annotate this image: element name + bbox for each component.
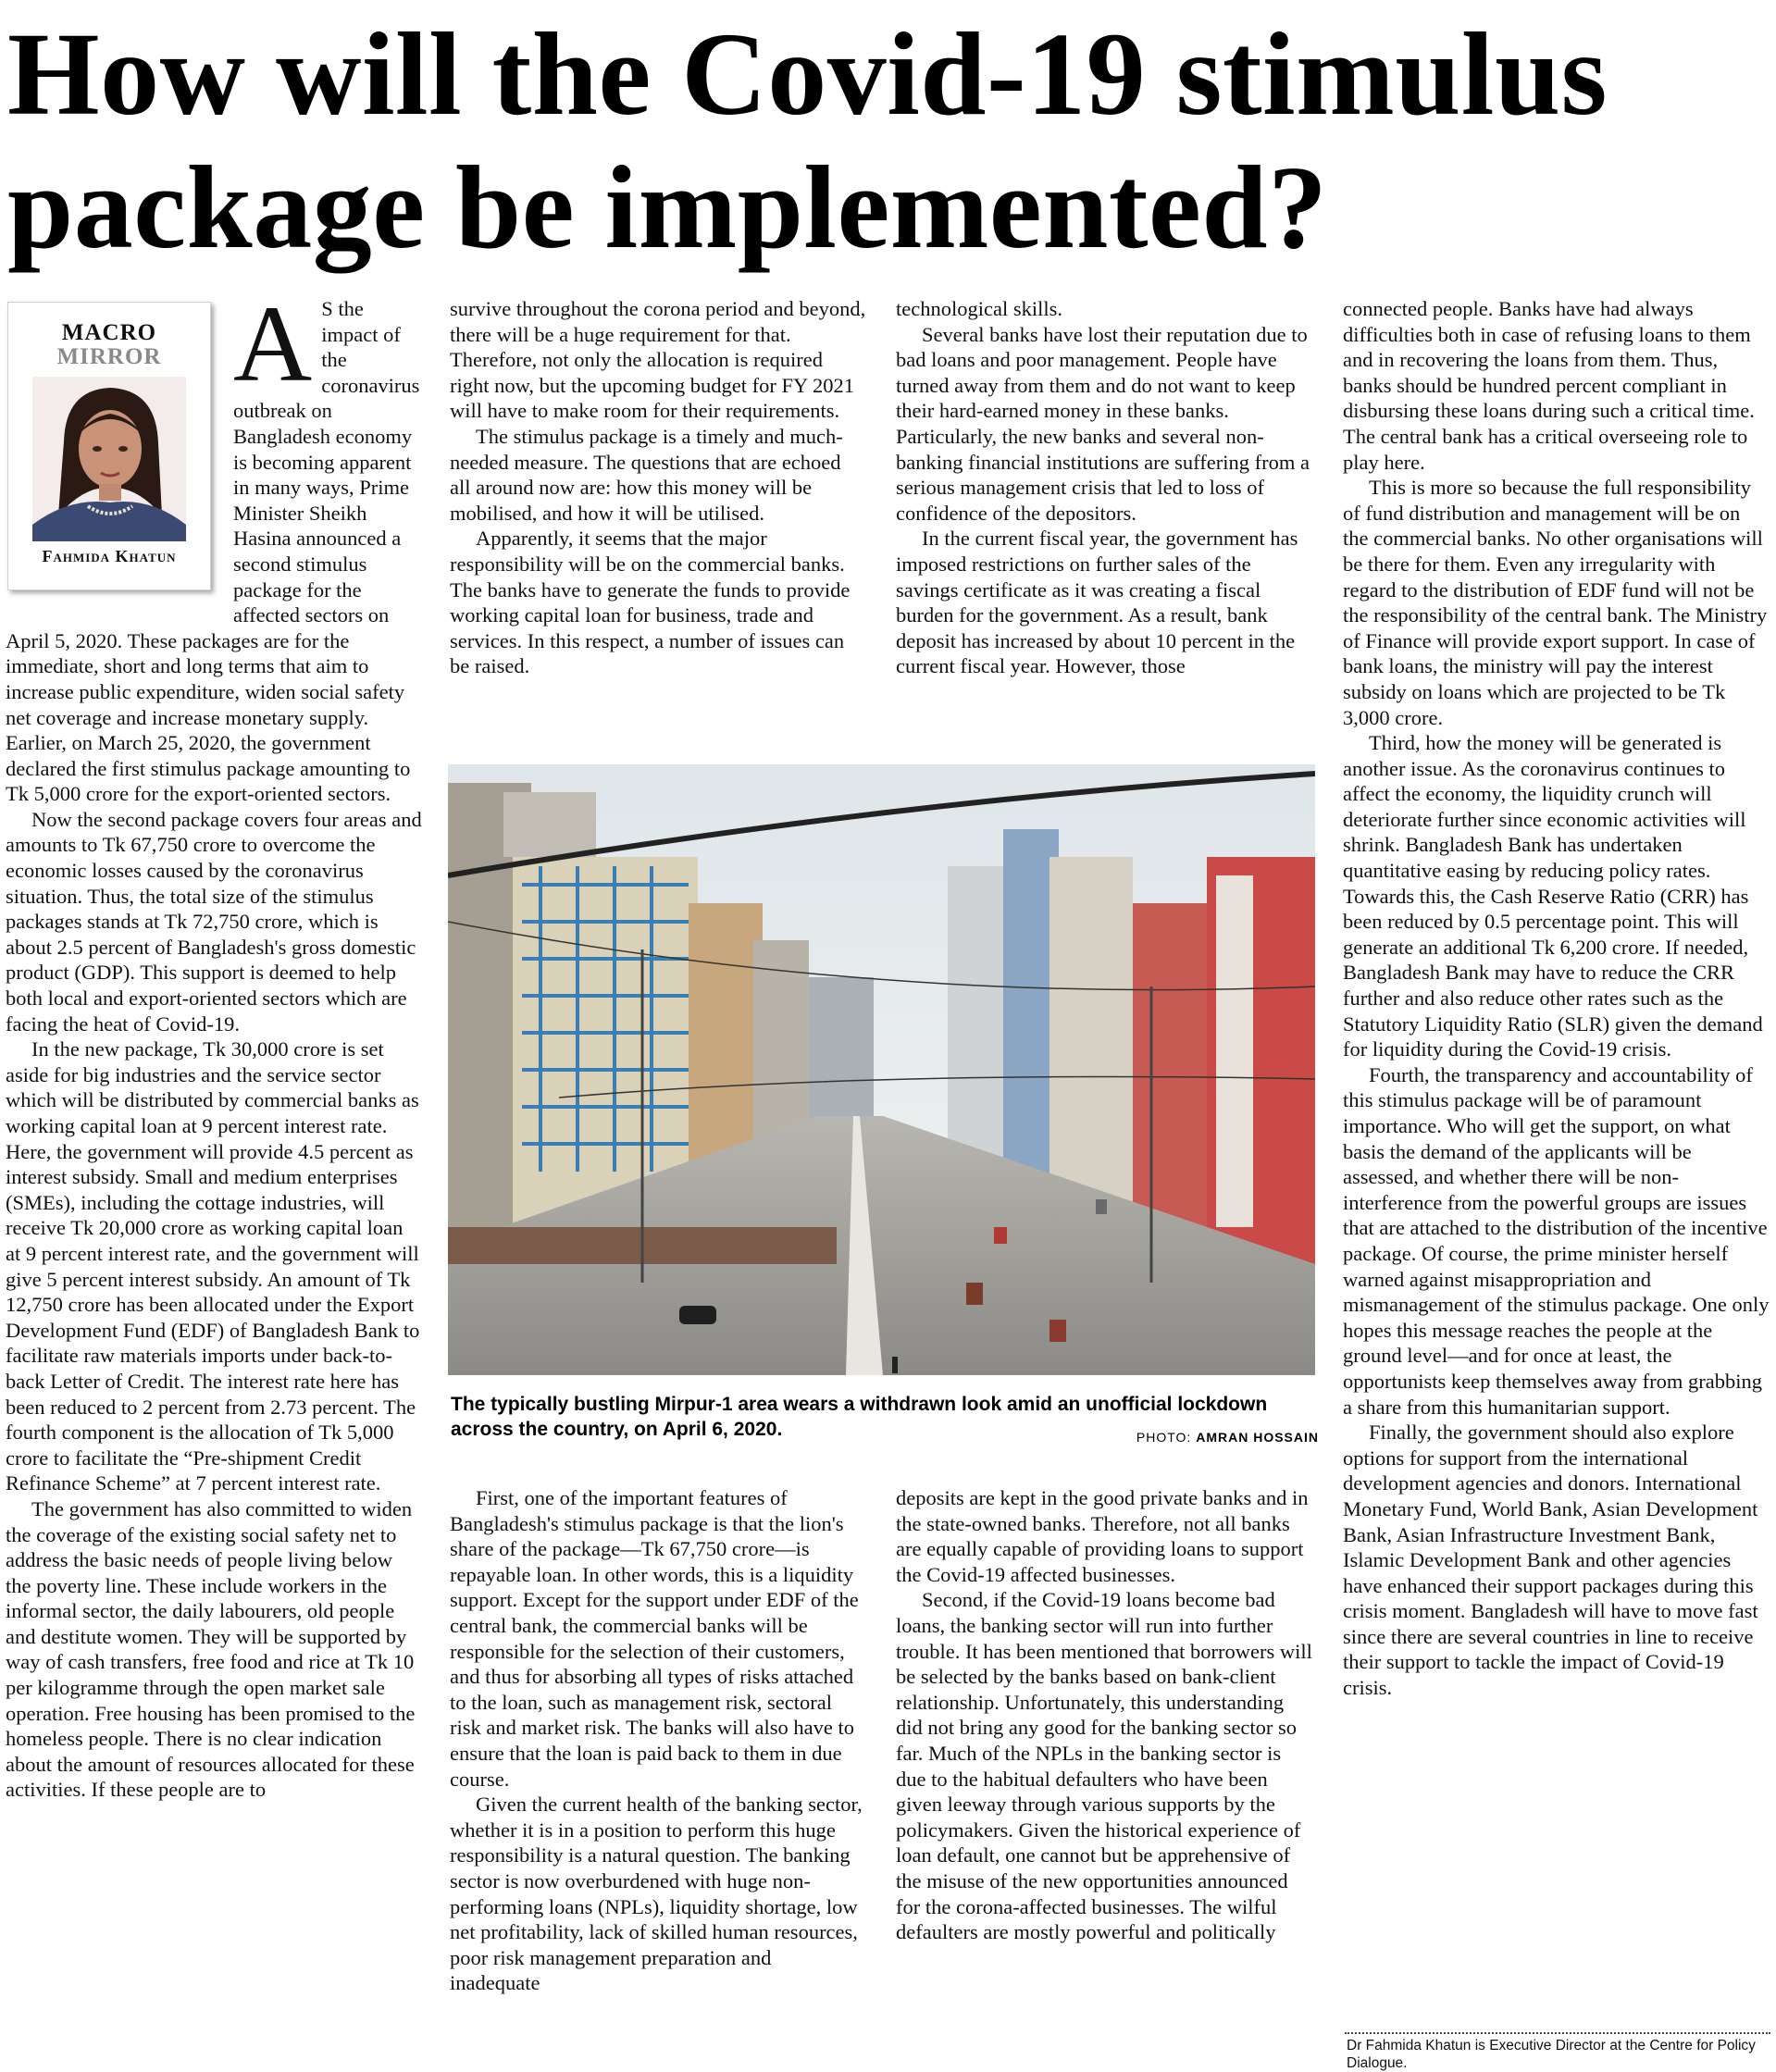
paragraph: Several banks have lost their reputation due to bad loans and poor management. People have turned away from them and do not want to keep their hard-earned money in these banks. Particularly, the new banks and several non-banking financial institutions are suffering from a serious management crisis that led to loss of confidence of the depositors.	[896, 322, 1310, 525]
column-label-macro: MACRO	[61, 320, 157, 345]
headline: How will the Covid-19 stimulus package be implemented?	[7, 8, 1608, 273]
paragraph: This is more so because the full responsibility of fund distribution and management will be on the commercial banks. No other organisations will be there for them. Even any irregularity with regard to the distribution of EDF fund will not be the responsibility of the central bank. The Ministry of Finance will provide export support. In case of bank loans, the ministry will pay the interest subsidy on loans which are projected to be Tk 3,000 crore.	[1343, 476, 1768, 729]
paragraph: In the new package, Tk 30,000 crore is set aside for big industries and the service sector which will be distributed by commercial banks as working capital loan at 9 percent interest rate. Here, the government will provide 4.5 percent as interest subsidy. Small and medium enterprises (SMEs), including the cottage industries, will receive Tk 20,000 crore as working capital loan at 9 percent interest rate, and the government will give 5 percent interest subsidy. An amount of Tk 12,750 crore has been allocated under the Export Development Fund (EDF) of Bangladesh Bank to facilitate raw materials imports under back-to-back Letter of Credit. The interest rate here has been reduced to 2 percent from 2.73 percent. The fourth component is the allocation of Tk 5,000 crore to facilitate the “Pre-shipment Credit Refinance Scheme” at 7 percent interest rate.	[6, 1037, 420, 1495]
photographer-name: AMRAN HOSSAIN	[1196, 1430, 1319, 1445]
paragraph: Given the current health of the banking sector, whether it is in a position to perform this huge responsibility is a natural question. The banking sector is now overburdened with huge non-performing loans (NPLs), liquidity shortage, low net profitability, lack of skilled human resources, poor risk management preparation and inadequate	[450, 1793, 863, 1995]
paragraph: Apparently, it seems that the major responsibility will be on the commercial banks. The banks have to generate the funds to provide working capital loan for business, trade and services. In this respect, a number of issues can be raised.	[450, 527, 851, 678]
article-column-2-top	[450, 296, 866, 740]
paragraph: First, one of the important features of Bangladesh's stimulus package is that the lion's share of the package—Tk 67,750 crore—is repayable loan. In other words, this is a liquidity support. Except for the support under EDF of the central bank, the commercial banks will be responsible for the selection of their customers, and thus for absorbing all types of risks attached to the loan, such as management risk, sectoral risk and market risk. The banks will also have to ensure that the loan is paid back to them in due course.	[450, 1486, 859, 1791]
article-column-3-top	[896, 296, 1312, 740]
street-photo-image	[448, 764, 1315, 1375]
article-column-2-bottom	[450, 1485, 866, 2064]
photo-credit-label: PHOTO:	[1136, 1430, 1192, 1445]
paragraph: Now the second package covers four areas and amounts to Tk 67,750 crore to overcome the economic losses caused by the coronavirus situation. Thus, the total size of the stimulus packages stands at Tk 72,750 crore, which is about 2.5 percent of Bangladesh's gross domestic product (GDP). This support is deemed to help both local and export-oriented sectors which are facing the heat of Covid-19.	[6, 807, 422, 1036]
author-name: Fahmida Khatun	[42, 547, 177, 565]
article-column-3-bottom	[896, 1485, 1312, 2064]
paragraph: Finally, the government should also explore options for support from the international development agencies and donors. International Monetary Fund, World Bank, Asian Development Bank, Asian Infrastructure Investment Bank, Islamic Development Bank and other agencies have enhanced their support packages during this crisis moment. Bangladesh will have to move fast since there are several countries in line to receive their support to tackle the impact of Covid-19 crisis.	[1343, 1421, 1758, 1700]
paragraph: Fourth, the transparency and accountability of this stimulus package will be of paramount importance. Who will get the support, on what basis the demand of the applicants will be assessed, and whether there will be non-interference from the powerful groups are issues that are attached to the distribution of the incentive package. Of course, the prime minister herself warned against misappropriation and mismanagement of the stimulus package. One only hopes this message reaches the people at the ground level—and for once at least, the opportunists keep themselves away from grabbing a share from this humanitarian support.	[1343, 1062, 1770, 1419]
paragraph: In the current fiscal year, the government has imposed restrictions on further sales of the savings certificate as it was creating a fiscal burden for the government. As a result, bank deposit has increased by about 10 percent in the current fiscal year. However, those	[896, 527, 1298, 678]
paragraph: survive throughout the corona period and beyond, there will be a huge requirement for that. Therefore, not only the allocation is required right now, but the upcoming budget for FY 2021 will have to make room for their requirements.	[450, 297, 866, 423]
footnote-divider	[1345, 2032, 1770, 2034]
column-label-mirror: MIRROR	[56, 344, 162, 369]
paragraph: Third, how the money will be generated is another issue. As the coronavirus continues to affect the economy, the liquidity crunch will deteriorate further since economic activities will shrink. Bangladesh Bank has undertaken quantitative easing by reducing policy rates. Towards this, the Cash Reserve Ratio (CRR) has been reduced by 0.5 percentage point. This will generate an additional Tk 6,200 crore. If needed, Bangladesh Bank may have to reduce the CRR further and also reduce other rates such as the Statutory Liquidity Ratio (SLR) given the demand for liquidity during the Covid-19 crisis.	[1343, 731, 1763, 1061]
photo-credit	[1092, 1430, 1319, 1445]
photo-caption: The typically bustling Mirpur-1 area wears a withdrawn look amid an unofficial lockdown across the country, on April 6, 2020.	[451, 1394, 1268, 1440]
paragraph: deposits are kept in the good private banks and in the state-owned banks. Therefore, not all banks are equally capable of providing loans to support the Covid-19 affected businesses.	[896, 1486, 1309, 1586]
paragraph: The government has also committed to widen the coverage of the existing social safety net to address the basic needs of people living below the poverty line. These include workers in the informal sector, the daily labourers, old people and destitute women. They will be supported by way of cash transfers, free food and rice at Tk 10 per kilogramme through the open market sale operation. Free housing has been promised to the homeless people. There is no clear indication about the amount of resources allocated for these activities. If these people are to	[6, 1496, 416, 1802]
paragraph: The stimulus package is a timely and much-needed measure. The questions that are echoed all around now are: how this money will be mobilised, and how it will be utilised.	[450, 424, 843, 525]
author-footnote: Dr Fahmida Khatun is Executive Director at the Centre for Policy Dialogue.	[1347, 2038, 1756, 2071]
paragraph: connected people. Banks have had always difficulties both in case of refusing loans to them and in recovering the loans from them. Thus, banks should be hundred percent compliant in disbursing these loans during such a critical time. The central bank has a critical overseeing role to play here.	[1343, 297, 1755, 474]
drop-cap: A	[233, 296, 313, 404]
street-photo	[448, 764, 1315, 1375]
article-column-4	[1343, 296, 1770, 2027]
article-column-1	[6, 296, 422, 2064]
paragraph: technological skills.	[896, 297, 1062, 320]
paragraph: A S the impact of the coronavirus outbreak on Bangladesh economy is becoming apparent in many ways, Prime Minister Sheikh Hasina announced a second stimulus package for the affected sectors on April 5, 2020. These packages are for the immediate, short and long terms that aim to increase public expenditure, widen social safety net coverage and increase monetary supply. Earlier, on March 25, 2020, the government declared the first stimulus package amounting to Tk 5,000 crore for the export-oriented sectors.	[6, 296, 420, 806]
paragraph: Second, if the Covid-19 loans become bad loans, the banking sector will run into further trouble. It has been mentioned that borrowers will be selected by the banks based on bank-client relationship. Unfortunately, this understanding did not bring any good for the banking sector so far. Much of the NPLs in the banking sector is due to the habitual defaulters who have been given leeway through various supports by the policymakers. Given the historical experience of loan default, one cannot but be apprehensive of the misuse of the new opportunities announced for the corona-affected businesses. The wilful defaulters are mostly powerful and politically	[896, 1588, 1312, 1944]
